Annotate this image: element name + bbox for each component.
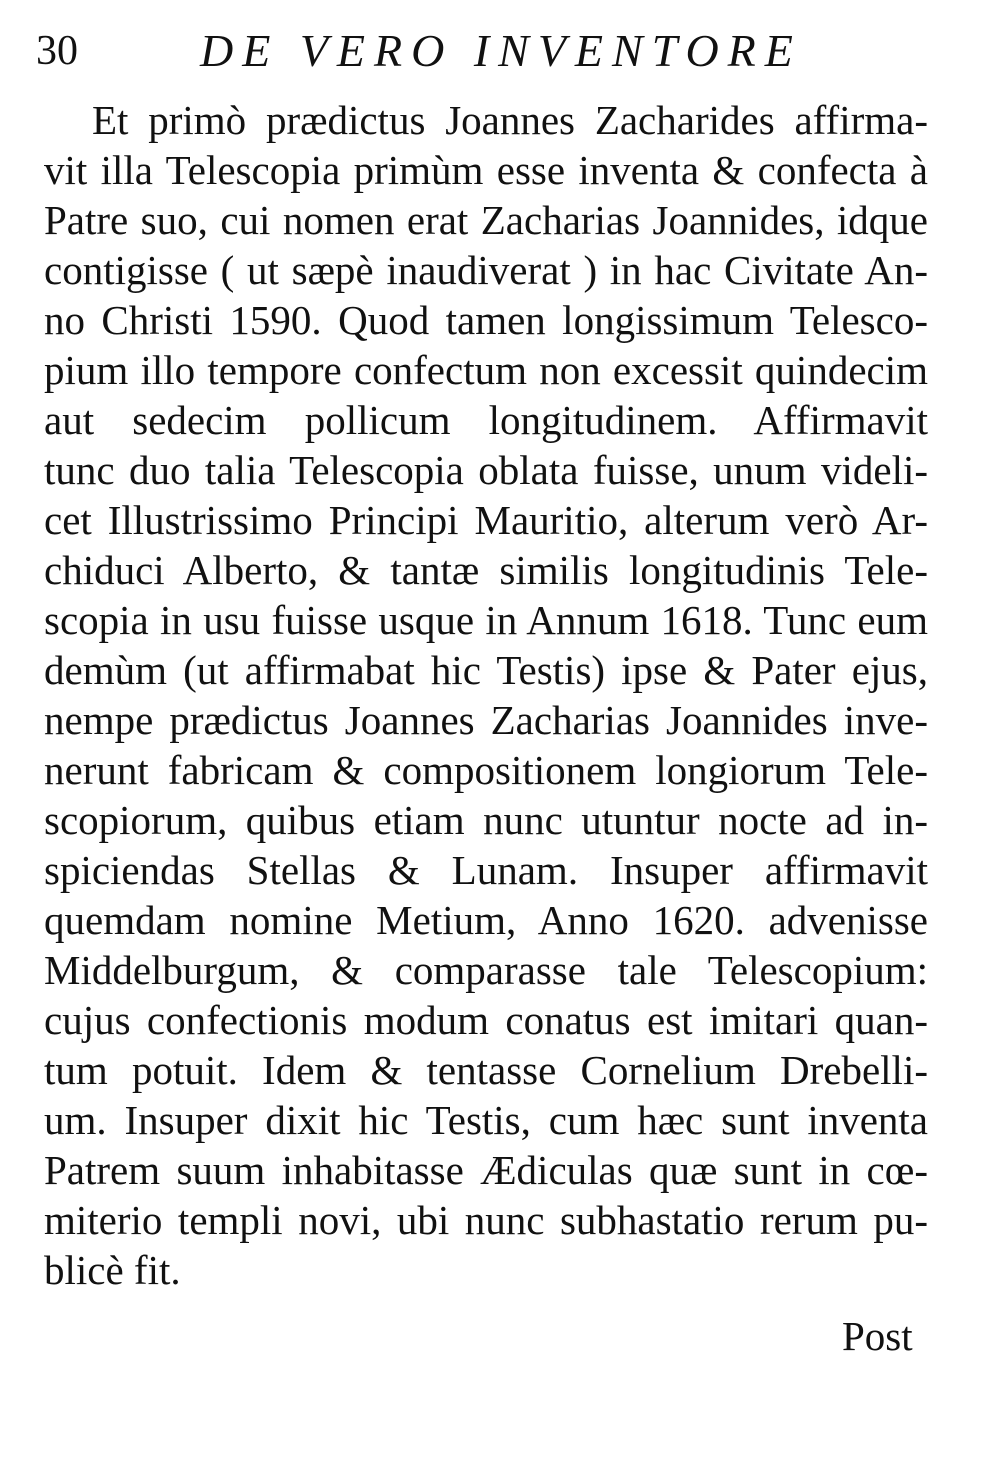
text-line: contigisse ( ut sæpè inaudiverat ) in hac Civitate An- (44, 247, 928, 293)
text-line: scopia in usu fuisse usque in Annum 1618. Tunc eum (44, 597, 928, 643)
text-line: Et primò prædictus Joannes Zacharides affirma- (92, 97, 928, 143)
running-head: DE VERO INVENTORE (200, 25, 802, 76)
text-line: blicè fit. (44, 1247, 181, 1293)
text-line: nempe prædictus Joannes Zacharias Joannides inve- (44, 697, 928, 743)
text-line: tunc duo talia Telescopia oblata fuisse, unum videli- (44, 447, 928, 493)
text-line: pium illo tempore confectum non excessit quindecim (44, 347, 928, 393)
text-line: scopiorum, quibus etiam nunc utuntur nocte ad in- (44, 797, 928, 843)
text-line: chiduci Alberto, & tantæ similis longitudinis Tele- (44, 547, 928, 593)
text-line: cujus confectionis modum conatus est imitari quan- (44, 997, 928, 1043)
text-line: um. Insuper dixit hic Testis, cum hæc sunt inventa (44, 1097, 928, 1143)
text-line: aut sedecim pollicum longitudinem. Affirmavit (44, 397, 928, 443)
text-line: Patre suo, cui nomen erat Zacharias Joannides, idque (44, 197, 928, 243)
text-line: quemdam nomine Metium, Anno 1620. advenisse (44, 897, 928, 943)
text-line: vit illa Telescopia primùm esse inventa & confecta à (44, 147, 928, 193)
text-line: Patrem suum inhabitasse Ædiculas quæ sunt in cœ- (44, 1147, 928, 1193)
text-line: spiciendas Stellas & Lunam. Insuper affirmavit (44, 847, 928, 893)
text-line: Middelburgum, & comparasse tale Telescopium: (44, 947, 928, 993)
text-line: tum potuit. Idem & tentasse Cornelium Drebelli- (44, 1047, 928, 1093)
page-number: 30 (36, 28, 78, 74)
text-line: miterio templi novi, ubi nunc subhastatio rerum pu- (44, 1197, 928, 1243)
text-line: demùm (ut affirmabat hic Testis) ipse & Pater ejus, (44, 647, 928, 693)
text-line: no Christi 1590. Quod tamen longissimum Telesco- (44, 297, 928, 343)
text-line: nerunt fabricam & compositionem longiorum Tele- (44, 747, 928, 793)
catchword: Post (842, 1313, 913, 1359)
text-line: cet Illustrissimo Principi Mauritio, alterum verò Ar- (44, 497, 928, 543)
